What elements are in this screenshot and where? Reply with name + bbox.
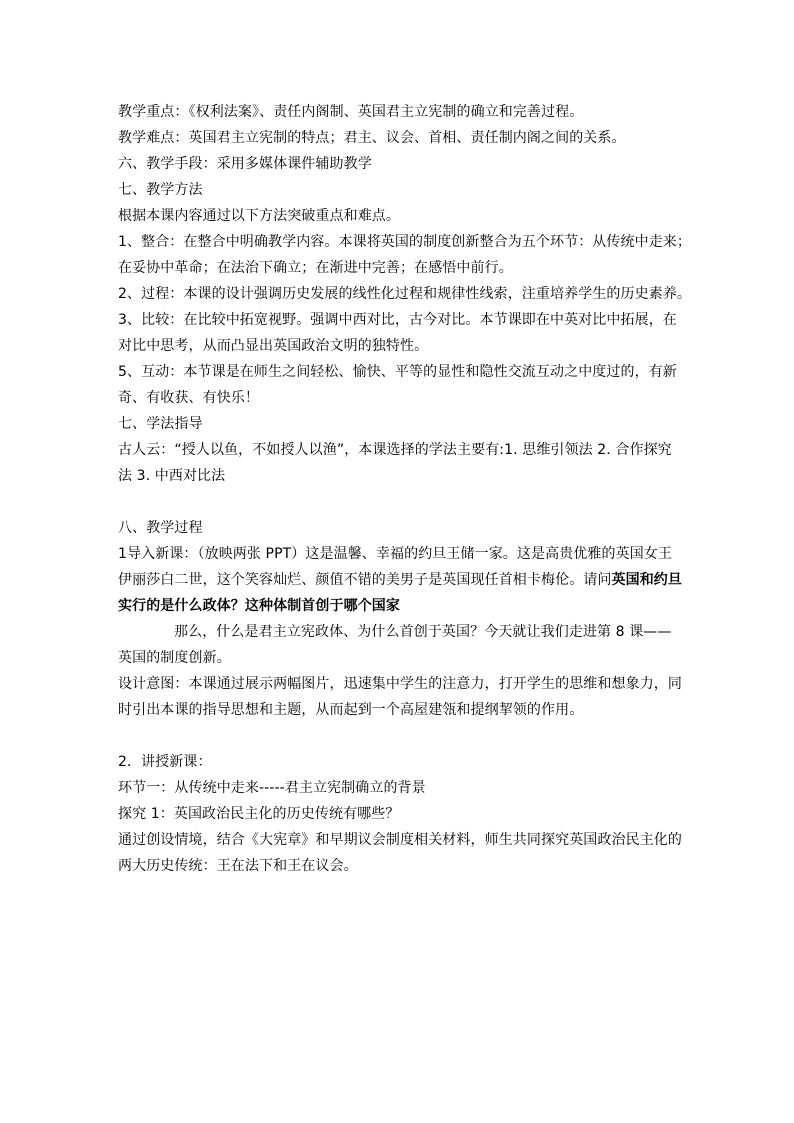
teaching-difficulties: 教学难点：英国君主立宪制的特点；君主、议会、首相、责任制内阁之间的关系。 <box>118 130 626 146</box>
method-interaction-cont: 奇、有收获、有快乐！ <box>118 390 259 406</box>
intro-question-bold: 英国和约旦 <box>611 572 682 588</box>
intro-new-lesson: 1导入新课：（放映两张 PPT）这是温馨、幸福的约旦王储一家。这是高贵优雅的英国女王 <box>118 546 672 562</box>
intro-new-lesson-cont <box>118 567 682 593</box>
intro-transition: 那么，什么是君主立宪政体、为什么首创于英国？今天就让我们走进第 8 课—— <box>174 624 672 640</box>
method-process: 2、过程：本课的设计强调历史发展的线性化过程和规律性线索，注重培养学生的历史素养。 <box>118 286 692 302</box>
document-page <box>118 99 692 879</box>
intro-question-bold-cont: 实行的是什么政体？这种体制首创于哪个国家 <box>118 598 400 614</box>
section-teaching-process: 八、教学过程 <box>118 520 203 536</box>
method-interaction: 5、互动：本节课是在师生之间轻松、愉快、平等的显性和隐性交流互动之中度过的，有新 <box>118 364 677 380</box>
methods-intro: 根据本课内容通过以下方法突破重点和难点。 <box>118 208 400 224</box>
method-integration-cont: 在妥协中革命；在法治下确立；在渐进中完善；在感悟中前行。 <box>118 260 513 276</box>
blank-line <box>118 723 678 749</box>
inquiry-one-question: 探究 1：英国政治民主化的历史传统有哪些？ <box>118 806 400 822</box>
inquiry-one-text-cont: 两大历史传统：王在法下和王在议会。 <box>118 858 358 874</box>
intro-text: 伊丽莎白二世，这个笑容灿烂、颜值不错的美男子是英国现任首相卡梅伦。请问 <box>118 572 612 588</box>
section-learning-guidance: 七、学法指导 <box>118 416 203 432</box>
intro-transition-cont: 英国的制度创新。 <box>118 650 231 666</box>
section-teaching-means: 六、教学手段：采用多媒体课件辅助教学 <box>118 156 372 172</box>
method-comparison-cont: 对比中思考，从而凸显出英国政治文明的独特性。 <box>118 338 429 354</box>
teaching-key-points: 教学重点：《权利法案》、责任内阁制、英国君主立宪制的确立和完善过程。 <box>118 104 584 120</box>
method-comparison: 3、比较：在比较中拓宽视野。强调中西对比，古今对比。本节课即在中英对比中拓展，在 <box>118 312 677 328</box>
design-intent-cont: 时引出本课的指导思想和主题，从而起到一个高屋建瓴和提纲挈领的作用。 <box>118 702 584 718</box>
blank-line <box>118 489 678 515</box>
inquiry-one-text: 通过创设情境，结合《大宪章》和早期议会制度相关材料，师生共同探究英国政治民主化的 <box>118 832 682 848</box>
learning-guidance-text: 古人云：“授人以鱼，不如授人以渔”，本课选择的学法主要有:1. 思维引领法 2. 合作探究 <box>118 442 672 458</box>
section-teaching-methods: 七、教学方法 <box>118 182 203 198</box>
method-integration: 1、整合：在整合中明确教学内容。本课将英国的制度创新整合为五个环节：从传统中走来； <box>118 234 692 250</box>
new-lesson-heading: 2．讲授新课： <box>118 754 212 770</box>
learning-guidance-cont: 法 3. 中西对比法 <box>118 468 226 484</box>
stage-one-heading: 环节一：从传统中走来-----君主立宪制确立的背景 <box>118 780 426 796</box>
design-intent: 设计意图：本课通过展示两幅图片，迅速集中学生的注意力，打开学生的思维和想象力，同 <box>118 676 682 692</box>
